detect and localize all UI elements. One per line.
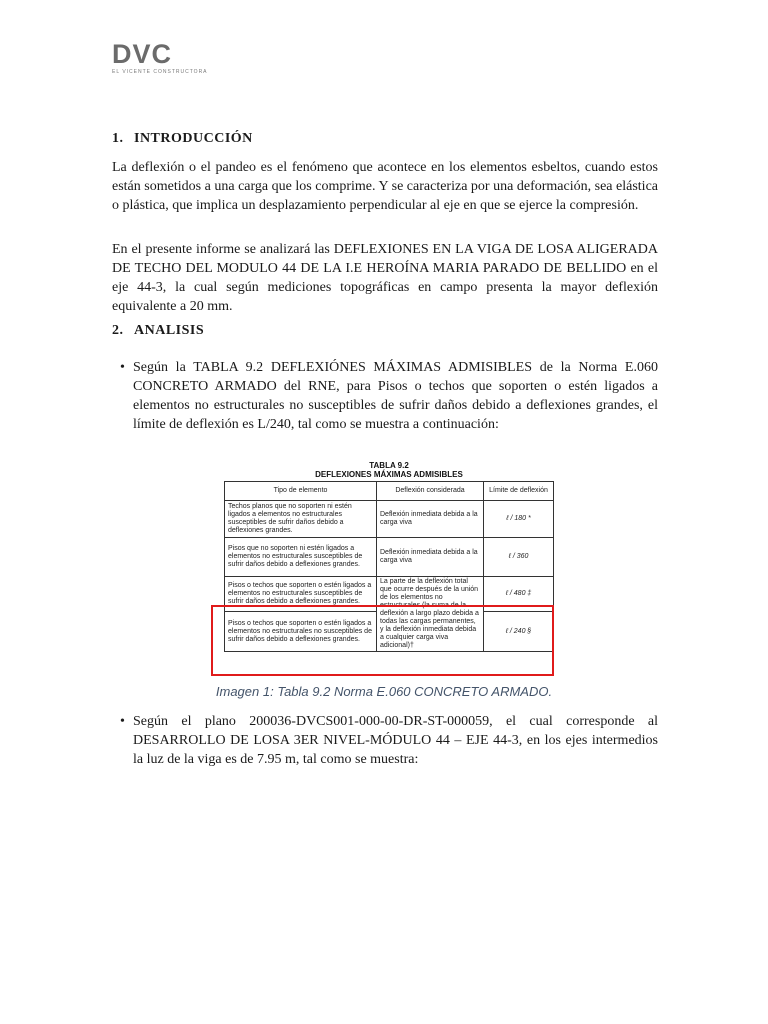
figure-caption: Imagen 1: Tabla 9.2 Norma E.060 CONCRETO ARMADO. [215, 684, 553, 699]
table-header: Tipo de elemento [225, 482, 377, 501]
section-number: 2. [112, 323, 124, 338]
table-cell: ℓ / 240 § [484, 612, 554, 652]
highlight-box [211, 605, 554, 676]
bullet-text: Según el plano 200036-DVCS001-000-00-DR-ST-000059, el cual corresponde al DESARROLLO DE LOSA 3ER NIVEL-MÓDULO 44 – EJE 44-3, en los ejes intermedios la luz de la viga es de 7.95 m, tal como se muestra: [133, 714, 658, 767]
table-cell: Pisos que no soporten ni estén ligados a elementos no estructurales susceptibles de sufrir daños debido a deflexiones grandes. [225, 538, 377, 577]
bullet-icon: • [120, 714, 125, 729]
table-row [225, 538, 554, 577]
table-header: Límite de deflexión [484, 482, 554, 501]
table-cell: Techos planos que no soporten ni estén ligados a elementos no estructurales susceptibles de sufrir daños debido a deflexiones grandes. [225, 501, 377, 538]
section-title: INTRODUCCIÓN [134, 131, 253, 146]
table-subtitle: DEFLEXIONES MÁXIMAS ADMISIBLES [315, 470, 463, 479]
table-cell: La parte de la deflexión total que ocurre después de la unión de los elementos no estructurales (la suma de la deflexión a largo plazo debida a todas las cargas permanentes, y la deflexión inmediata debida a cualquier carga viva adicional)† [377, 577, 484, 652]
table-cell: ℓ / 360 [484, 538, 554, 577]
table-cell: Deflexión inmediata debida a la carga viva [377, 501, 484, 538]
section-title: ANALISIS [134, 323, 205, 338]
table-header: Deflexión considerada [377, 482, 484, 501]
bullet-item-tabla [112, 358, 658, 434]
logo-text: DVC [112, 39, 173, 69]
table-cell: ℓ / 480 ‡ [484, 577, 554, 612]
company-logo [112, 40, 208, 75]
bullet-text: Según la TABLA 9.2 DEFLEXIÓNES MÁXIMAS ADMISIBLES de la Norma E.060 CONCRETO ARMADO del RNE, para Pisos o techos que soporten o estén ligados a elementos no estructurales no susceptibles de sufrir daños debido a deflexiones grandes, el límite de deflexión es L/240, tal como se muestra a continuación: [133, 360, 658, 432]
table-cell: Pisos o techos que soporten o estén ligados a elementos no estructurales no susceptibles de sufrir daños debido a deflexiones grandes. [225, 612, 377, 652]
bullet-item-plano [112, 712, 658, 769]
table-cell: Deflexión inmediata debida a la carga viva [377, 538, 484, 577]
intro-paragraph-1: La deflexión o el pandeo es el fenómeno que acontece en los elementos esbeltos, cuando estos están sometidos a una carga que los comprime. Y se caracteriza por una deformación, sea elástica o plástica, que implica un desplazamiento perpendicular al eje en que se ejerce la compresión. [112, 160, 658, 213]
table-row [225, 501, 554, 538]
table-cell: ℓ / 180 * [484, 501, 554, 538]
section-number: 1. [112, 131, 124, 146]
intro-paragraph-2: En el presente informe se analizará las DEFLEXIONES EN LA VIGA DE LOSA ALIGERADA DE TECHO DEL MODULO 44 DE LA I.E HEROÍNA MARIA PARADO DE BELLIDO en el eje 44-3, la cual según mediciones topográficas en campo presenta la mayor deflexión equivalente a 20 mm. [112, 242, 658, 314]
table-title: TABLA 9.2 [369, 461, 409, 470]
table-cell: Pisos o techos que soporten o estén ligados a elementos no estructurales susceptibles de sufrir daños debido a deflexiones grandes. [225, 577, 377, 612]
section-heading-introduccion [112, 131, 253, 147]
section-heading-analisis [112, 323, 204, 339]
bullet-icon: • [120, 360, 125, 375]
logo-subtitle: EL VICENTE CONSTRUCTORA [112, 69, 208, 75]
